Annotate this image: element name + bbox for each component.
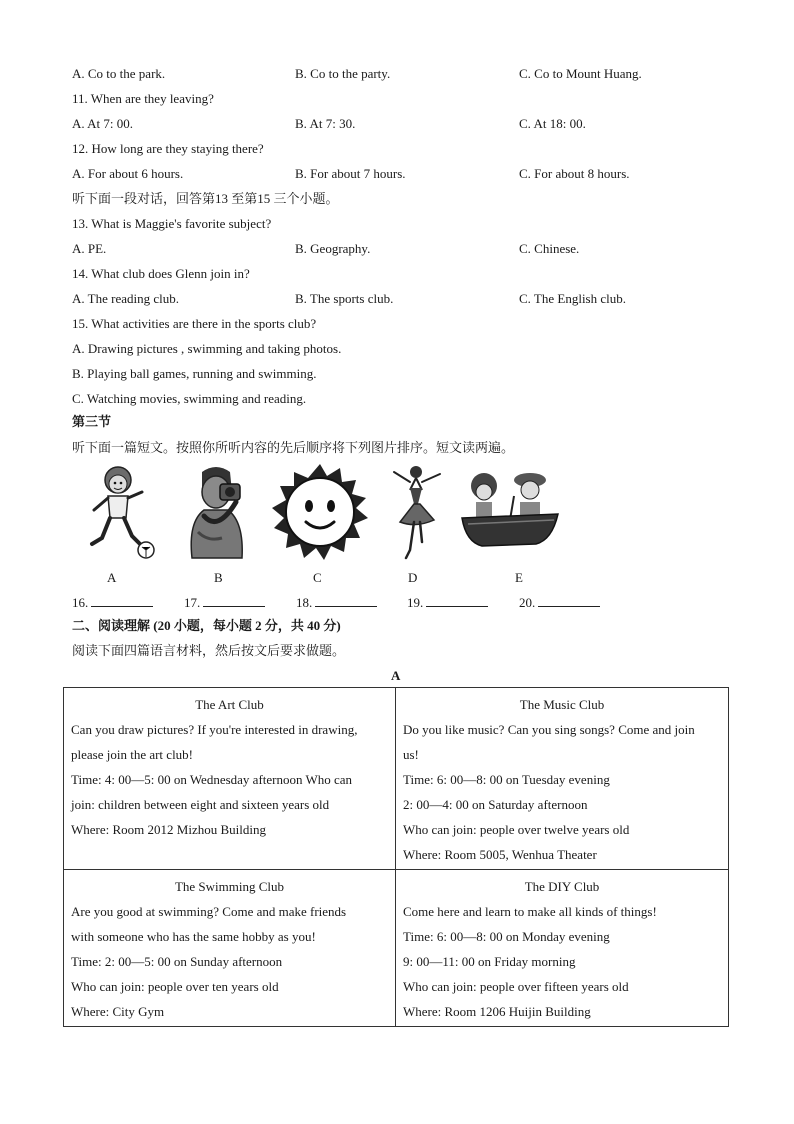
- q14-option-b: B. The sports club.: [295, 291, 394, 306]
- q13-option-b: B. Geography.: [295, 241, 371, 256]
- club-line: Who can join: people over fifteen years old: [403, 979, 629, 994]
- q12-option-b: B. For about 7 hours.: [295, 166, 406, 181]
- q15-option-b: B. Playing ball games, running and swimming.: [72, 366, 317, 381]
- passage-label: A: [391, 668, 401, 683]
- club-line: join: children between eight and sixteen years old: [71, 797, 330, 812]
- club-line: Who can join: people over twelve years old: [403, 822, 630, 837]
- q13-option-a: A. PE.: [72, 241, 107, 256]
- answer-blank-19[interactable]: [407, 594, 488, 611]
- club-name: The Music Club: [519, 697, 605, 712]
- dancing-girl-icon: [388, 462, 448, 562]
- answer-blank-18[interactable]: [296, 594, 377, 611]
- answer-blank-number: 17.: [184, 595, 201, 610]
- picture-label-d: D: [408, 570, 418, 585]
- clubs-table: [63, 687, 729, 1027]
- picture-label-c: C: [313, 570, 322, 585]
- picture-label-e: E: [515, 570, 523, 585]
- club-line: Time: 2: 00—5: 00 on Sunday afternoon: [71, 954, 283, 969]
- section3-instruction: 听下面一篇短文。按照你所听内容的先后顺序将下列图片排序。短文读两遍。: [72, 440, 515, 455]
- answer-blank-20[interactable]: [519, 594, 600, 611]
- club-line: Are you good at swimming? Come and make friends: [71, 904, 347, 919]
- club-line: please join the art club!: [71, 747, 194, 762]
- club-line: Do you like music? Can you sing songs? Come and join: [403, 722, 695, 737]
- q11-option-c: C. At 18: 00.: [519, 116, 586, 131]
- part2-heading: 二、阅读理解 (20 小题，每小题 2 分，共 40 分): [72, 618, 341, 633]
- answer-blank-16[interactable]: [72, 594, 153, 611]
- table-row: [64, 870, 729, 1027]
- club-line: with someone who has the same hobby as you!: [71, 929, 316, 944]
- answer-blank-number: 16.: [72, 595, 89, 610]
- q10-option-a: A. Co to the park.: [72, 66, 166, 81]
- smiling-sun-icon: [270, 462, 370, 562]
- club-cell-art: [64, 688, 396, 870]
- picture-strip: [70, 462, 570, 564]
- q12-option-c: C. For about 8 hours.: [519, 166, 630, 181]
- club-line: Time: 6: 00—8: 00 on Tuesday evening: [403, 772, 610, 787]
- dialogue-instruction: 听下面一段对话，回答第13 至第15 三个小题。: [72, 191, 339, 206]
- table-row: [64, 688, 729, 870]
- club-name: The DIY Club: [524, 879, 600, 894]
- q14-option-c: C. The English club.: [519, 291, 627, 306]
- part2-instruction: 阅读下面四篇语言材料，然后按文后要求做题。: [72, 643, 346, 658]
- q15-option-c: C. Watching movies, swimming and reading.: [72, 391, 307, 406]
- club-line: Time: 4: 00—5: 00 on Wednesday afternoon Who can: [71, 772, 353, 787]
- club-cell-music: [396, 688, 729, 870]
- q10-option-c: C. Co to Mount Huang.: [519, 66, 642, 81]
- man-taking-photo-icon: [178, 462, 256, 562]
- boy-playing-football-icon: [82, 462, 157, 562]
- club-cell-swimming: [64, 870, 396, 1027]
- club-line: Where: Room 2012 Mizhou Building: [71, 822, 266, 837]
- club-name: The Art Club: [195, 697, 264, 712]
- club-line: us!: [403, 747, 419, 762]
- club-line: Can you draw pictures? If you're interested in drawing,: [71, 722, 358, 737]
- club-line: Come here and learn to make all kinds of things!: [403, 904, 657, 919]
- q13-text: 13. What is Maggie's favorite subject?: [72, 216, 272, 231]
- q12-option-a: A. For about 6 hours.: [72, 166, 184, 181]
- club-line: Time: 6: 00—8: 00 on Monday evening: [403, 929, 610, 944]
- club-line: Where: Room 1206 Huijin Building: [403, 1004, 591, 1019]
- answer-blank-number: 18.: [296, 595, 313, 610]
- q12-text: 12. How long are they staying there?: [72, 141, 264, 156]
- q15-option-a: A. Drawing pictures , swimming and taking photos.: [72, 341, 342, 356]
- club-line: Where: City Gym: [71, 1004, 165, 1019]
- answer-blank-number: 19.: [407, 595, 424, 610]
- children-in-boat-icon: [458, 462, 562, 562]
- q11-text: 11. When are they leaving?: [72, 91, 214, 106]
- q14-text: 14. What club does Glenn join in?: [72, 266, 250, 281]
- q11-option-b: B. At 7: 30.: [295, 116, 356, 131]
- club-cell-diy: [396, 870, 729, 1027]
- club-name: The Swimming Club: [174, 879, 285, 894]
- section3-heading: 第三节: [72, 414, 112, 429]
- answer-blank-17[interactable]: [184, 594, 265, 611]
- picture-label-b: B: [214, 570, 223, 585]
- club-line: Where: Room 5005, Wenhua Theater: [403, 847, 597, 862]
- q15-text: 15. What activities are there in the sports club?: [72, 316, 317, 331]
- club-line: 9: 00—11: 00 on Friday morning: [403, 954, 576, 969]
- q13-option-c: C. Chinese.: [519, 241, 580, 256]
- answer-blank-number: 20.: [519, 595, 536, 610]
- club-line: 2: 00—4: 00 on Saturday afternoon: [403, 797, 588, 812]
- q11-option-a: A. At 7: 00.: [72, 116, 134, 131]
- q10-option-b: B. Co to the party.: [295, 66, 391, 81]
- q14-option-a: A. The reading club.: [72, 291, 179, 306]
- picture-label-a: A: [107, 570, 117, 585]
- club-line: Who can join: people over ten years old: [71, 979, 279, 994]
